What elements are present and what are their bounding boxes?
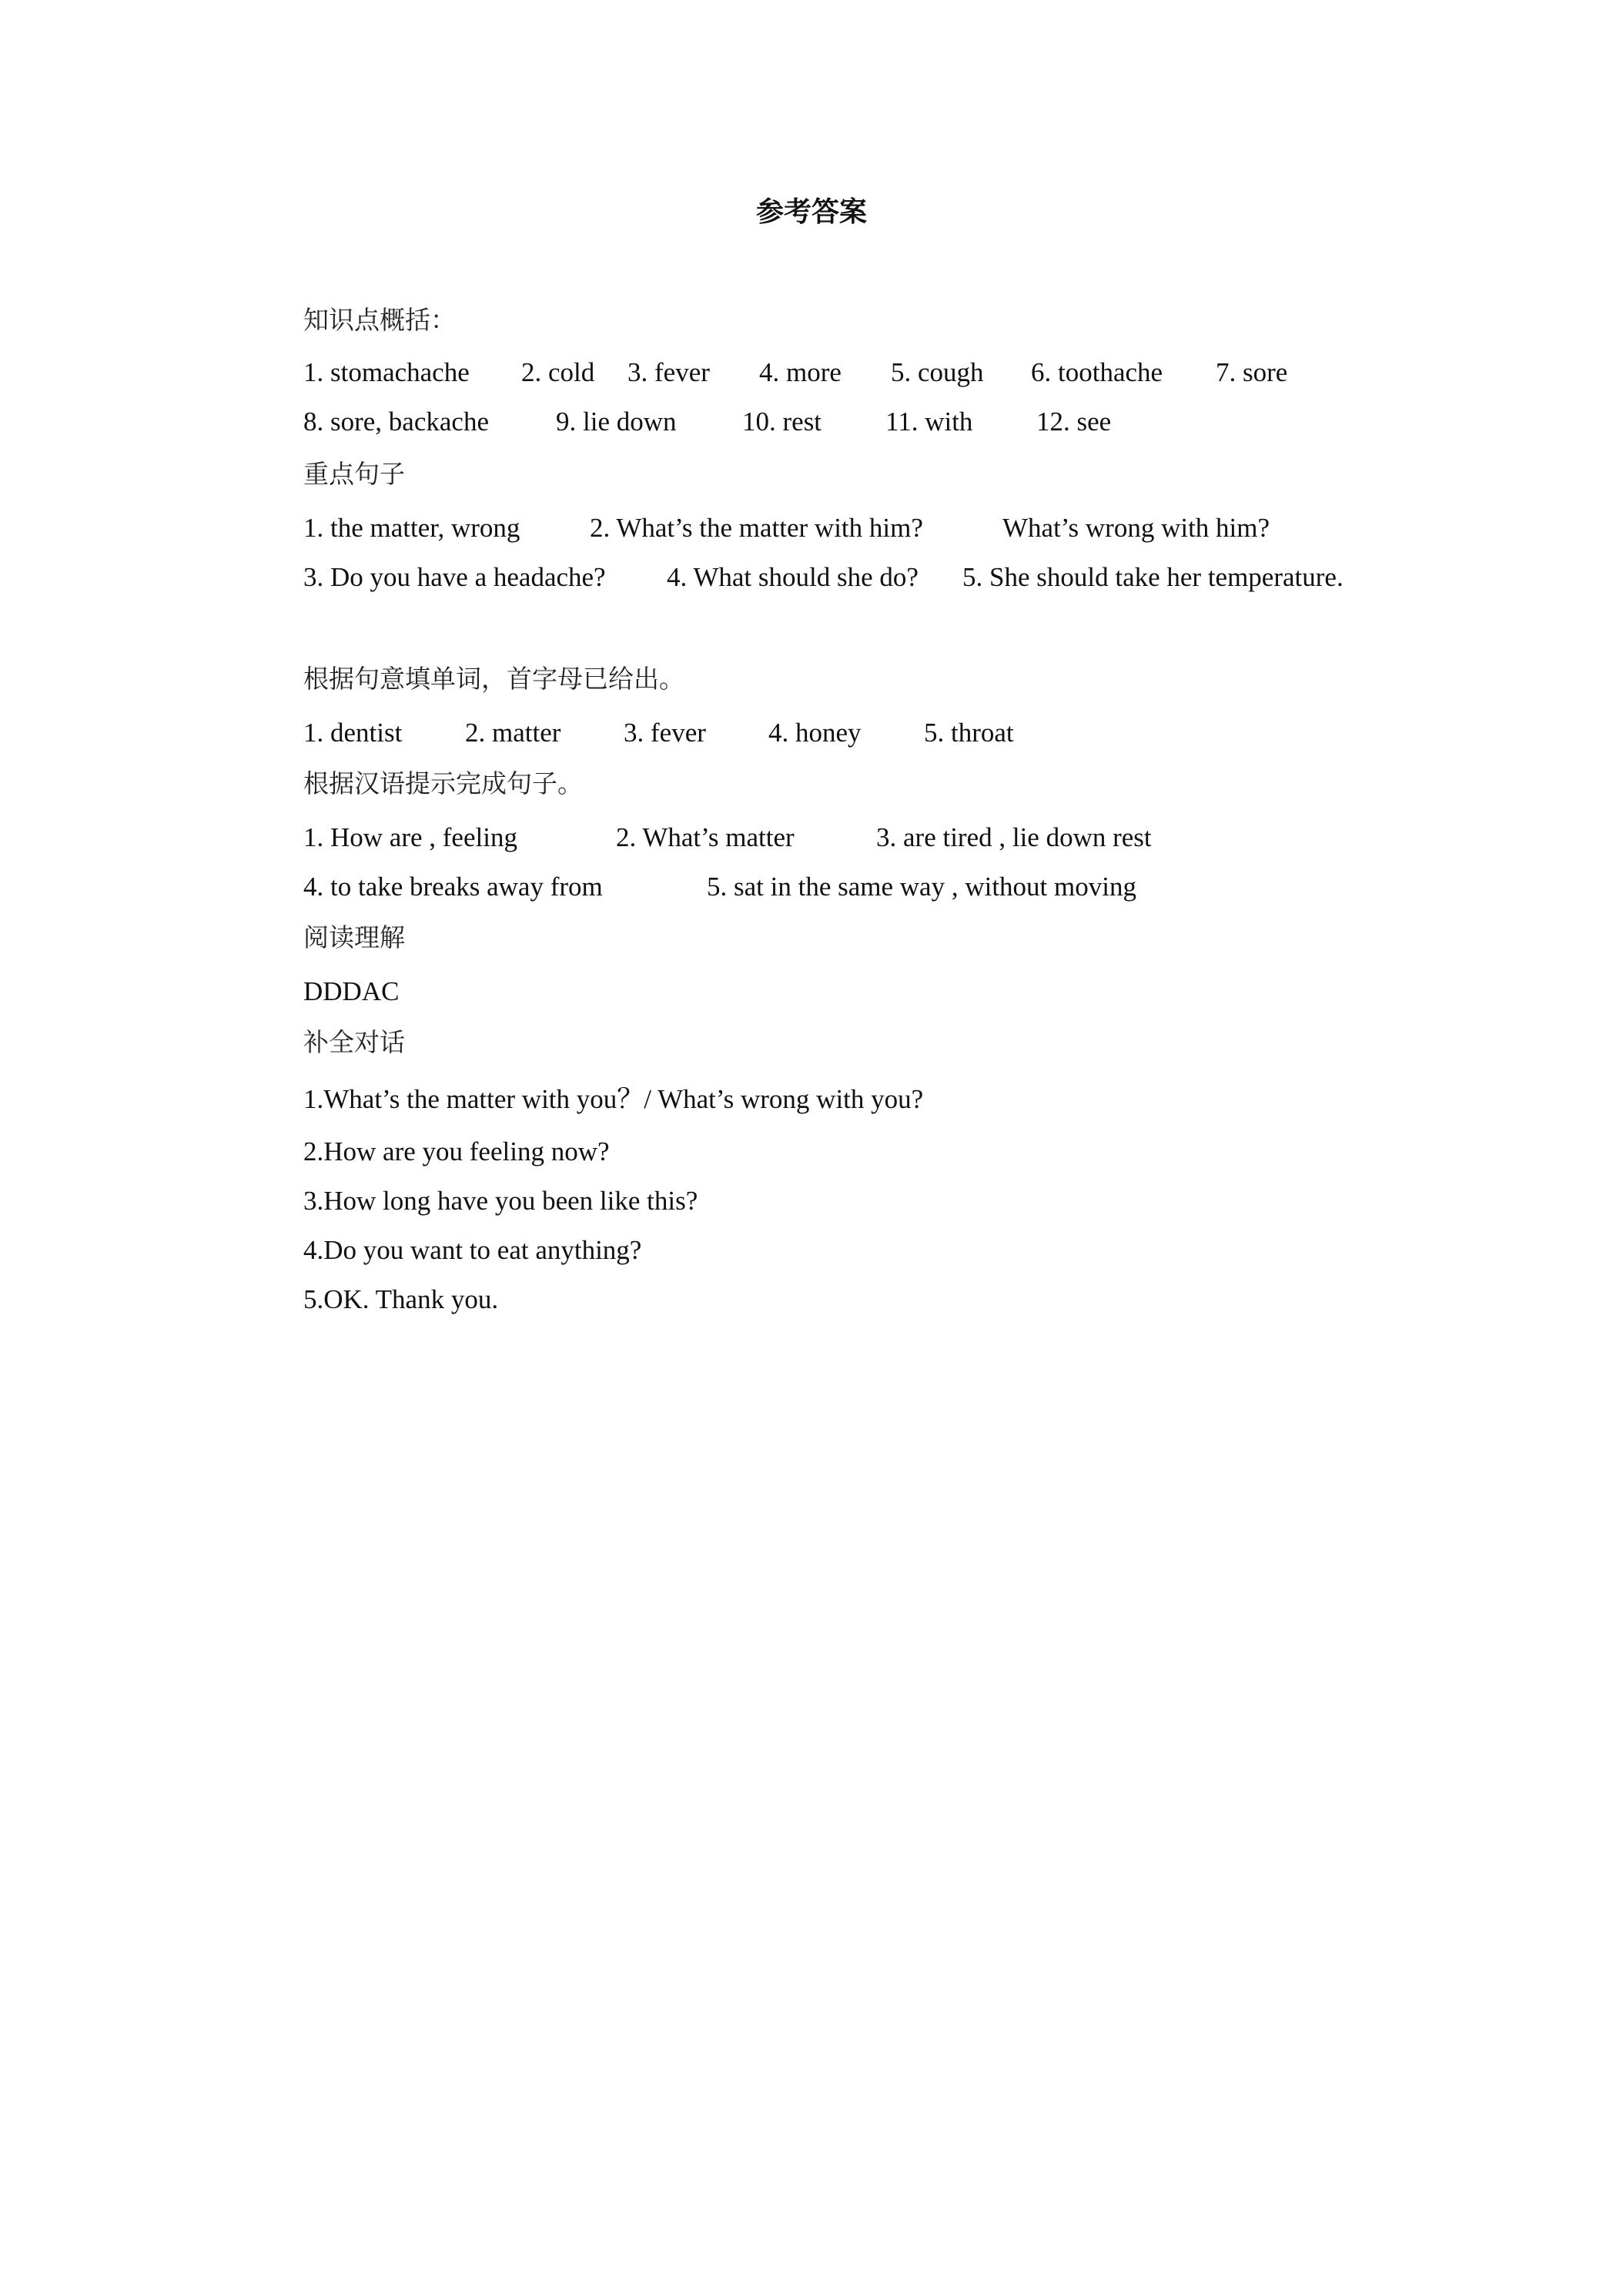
answer-item: 3. fever: [624, 718, 706, 748]
answer-item: 5. throat: [924, 718, 1014, 748]
reading-answer: DDDAC: [303, 976, 400, 1006]
dialogue-answer-5: 5.OK. Thank you.: [303, 1284, 499, 1314]
answer-item: 4. more: [759, 357, 842, 387]
answer-item: 12. see: [1036, 407, 1112, 437]
key-sentences-row-2: [303, 559, 1458, 596]
dialogue-answer-4: 4.Do you want to eat anything?: [303, 1235, 642, 1265]
answer-item: 2. cold: [521, 357, 595, 387]
answer-item: 4. honey: [768, 718, 862, 748]
answer-item: 6. toothache: [1031, 357, 1163, 387]
section-heading-dialogue: 补全对话: [303, 1027, 405, 1057]
answer-item: 3. fever: [627, 357, 710, 387]
complete-sentences-row-1: [303, 819, 1381, 856]
section-heading-key-sentences: 重点句子: [303, 459, 405, 489]
knowledge-answers-row-2: [303, 403, 1381, 440]
answer-item: 3. are tired , lie down rest: [876, 822, 1152, 852]
dialogue-answer-1: 1.What’s the matter with you？/ What’s wrong with you?: [303, 1084, 924, 1114]
dialogue-answer-3: 3.How long have you been like this?: [303, 1186, 698, 1216]
complete-sentences-row-2: [303, 869, 1381, 905]
answer-item: 8. sore, backache: [303, 407, 489, 437]
answer-item: What’s wrong with him?: [1002, 513, 1270, 543]
answer-item: 5. cough: [891, 357, 984, 387]
answer-item: 1. dentist: [303, 718, 403, 748]
fill-words-row-1: [303, 715, 1381, 751]
answer-item: 3. Do you have a headache?: [303, 562, 606, 592]
knowledge-answers-row-1: [303, 354, 1381, 391]
answer-item: 5. She should take her temperature.: [962, 562, 1344, 592]
answer-item: 1. the matter, wrong: [303, 513, 520, 543]
answer-item: 7. sore: [1216, 357, 1288, 387]
page-title: 参考答案: [755, 196, 867, 228]
answer-item: 11. with: [885, 407, 973, 437]
answer-item: 2. matter: [465, 718, 561, 748]
answer-item: 9. lie down: [556, 407, 677, 437]
answer-item: 4. to take breaks away from: [303, 872, 603, 902]
answer-item: 1. stomachache: [303, 357, 470, 387]
answer-item: 1. How are , feeling: [303, 822, 517, 852]
section-heading-reading: 阅读理解: [303, 922, 405, 952]
section-heading-fill-words: 根据句意填单词，首字母已给出。: [303, 664, 684, 694]
dialogue-answer-2: 2.How are you feeling now?: [303, 1136, 610, 1166]
answer-item: 5. sat in the same way , without moving: [707, 872, 1136, 902]
answer-item: 4. What should she do?: [667, 562, 919, 592]
section-heading-complete-sentences: 根据汉语提示完成句子。: [303, 768, 583, 798]
answer-item: 2. What’s matter: [616, 822, 795, 852]
answer-item: 10. rest: [742, 407, 822, 437]
key-sentences-row-1: [303, 510, 1458, 547]
answer-item: 2. What’s the matter with him?: [590, 513, 923, 543]
section-heading-knowledge: 知识点概括：: [303, 305, 456, 335]
